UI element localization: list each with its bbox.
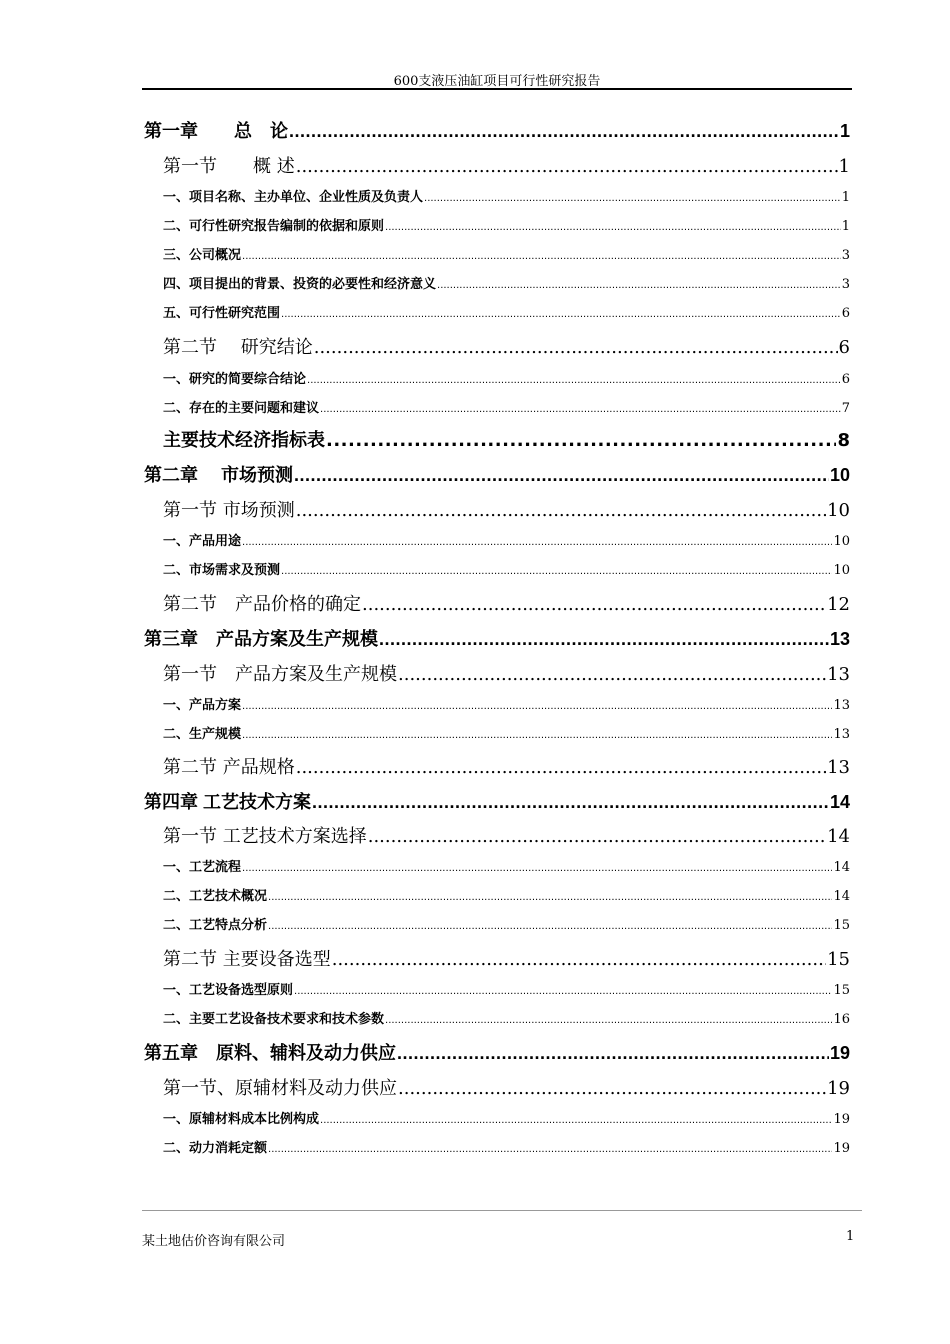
toc-entry-page-number: 14 [833,889,850,903]
toc-entry[interactable] [163,660,850,684]
toc-entry-page-number: 1 [841,219,850,233]
toc-entry[interactable] [163,979,850,997]
toc-entry-title: 一、工艺流程 [163,860,242,874]
toc-dot-leader [368,826,826,846]
toc-entry-title: 二、工艺技术概况 [163,889,268,903]
toc-entry-title: 一、产品用途 [163,534,242,548]
toc-dot-leader [294,986,832,997]
toc-entry-page-number: 15 [833,983,850,997]
toc-entry[interactable] [144,117,850,141]
toc-dot-leader [437,280,841,291]
toc-entry-title: 第五章 原料、辅料及动力供应 [144,1043,396,1063]
footer-divider [142,1210,862,1211]
toc-dot-leader [326,430,836,450]
toc-entry-title: 一、产品方案 [163,698,242,712]
toc-entry-page-number: 8 [837,430,850,450]
toc-entry[interactable] [163,753,850,777]
toc-entry-page-number: 14 [833,860,850,874]
toc-dot-leader [296,500,826,520]
toc-entry-page-number: 6 [841,372,850,386]
toc-entry[interactable] [163,397,850,415]
toc-entry[interactable] [163,694,850,712]
toc-entry-title: 一、项目名称、主办单位、企业性质及负责人 [163,190,424,204]
toc-entry-page-number: 19 [829,1043,850,1063]
toc-entry[interactable] [163,559,850,577]
footer-page-number: 1 [846,1229,855,1244]
toc-entry-title: 二、市场需求及预测 [163,563,281,577]
toc-entry-page-number: 6 [838,337,850,357]
toc-dot-leader [268,892,832,903]
toc-entry[interactable] [144,788,850,812]
toc-entry[interactable] [163,496,850,520]
toc-entry-title: 三、公司概况 [163,248,242,262]
toc-entry-page-number: 1 [839,121,850,141]
toc-entry-title: 一、研究的简要综合结论 [163,372,307,386]
toc-dot-leader [294,465,829,485]
toc-dot-leader [242,863,832,874]
toc-entry-page-number: 13 [833,727,850,741]
toc-entry-page-number: 14 [827,826,850,846]
toc-entry-title: 第一节 产品方案及生产规模 [163,664,397,684]
toc-dot-leader [312,792,829,812]
toc-entry[interactable] [163,302,850,320]
toc-entry-title: 二、动力消耗定额 [163,1141,268,1155]
toc-entry[interactable] [163,426,850,450]
toc-entry[interactable] [163,1008,850,1026]
toc-entry[interactable] [163,723,850,741]
toc-entry-title: 第四章 工艺技术方案 [144,792,312,812]
toc-entry-page-number: 6 [841,306,850,320]
toc-entry-page-number: 7 [841,401,850,415]
toc-entry-title: 第二节 研究结论 [163,337,313,357]
toc-dot-leader [320,1115,832,1126]
toc-dot-leader [397,1043,829,1063]
toc-dot-leader [314,337,838,357]
toc-entry-page-number: 13 [833,698,850,712]
toc-entry-page-number: 10 [829,465,850,485]
toc-entry-page-number: 16 [833,1012,850,1026]
toc-entry-page-number: 1 [838,156,850,176]
toc-dot-leader [268,1144,832,1155]
toc-dot-leader [242,701,832,712]
toc-entry-page-number: 15 [833,918,850,932]
toc-entry[interactable] [163,914,850,932]
toc-entry-title: 第一节、原辅材料及动力供应 [163,1078,397,1098]
toc-entry-title: 二、主要工艺设备技术要求和技术参数 [163,1012,385,1026]
toc-entry-title: 第一节 工艺技术方案选择 [163,826,367,846]
toc-dot-leader [320,404,841,415]
toc-dot-leader [379,629,829,649]
toc-entry-page-number: 10 [833,563,850,577]
toc-dot-leader [281,309,841,320]
page-header-title: 600支液压油缸项目可行性研究报告 [393,74,601,89]
toc-entry-title: 第一节 概 述 [163,156,295,176]
toc-entry[interactable] [163,856,850,874]
toc-entry[interactable] [163,1137,850,1155]
toc-entry-page-number: 10 [827,500,850,520]
toc-dot-leader [362,594,826,614]
toc-dot-leader [242,537,832,548]
toc-entry-title: 第二章 市场预测 [144,465,294,485]
toc-entry-page-number: 1 [841,190,850,204]
toc-dot-leader [385,1015,832,1026]
toc-dot-leader [289,121,839,141]
footer-company-name: 某土地估价咨询有限公司 [142,1234,286,1249]
toc-entry-title: 一、工艺设备选型原则 [163,983,294,997]
toc-entry[interactable] [163,152,850,176]
toc-entry[interactable] [163,885,850,903]
toc-entry-page-number: 3 [841,248,850,262]
toc-entry[interactable] [163,333,850,357]
toc-dot-leader [268,921,832,932]
toc-dot-leader [398,664,826,684]
toc-entry-page-number: 19 [833,1141,850,1155]
toc-entry[interactable] [144,625,850,649]
toc-entry[interactable] [163,945,850,969]
toc-entry-title: 第二节 产品规格 [163,757,295,777]
toc-entry-page-number: 19 [833,1112,850,1126]
toc-entry-title: 二、存在的主要问题和建议 [163,401,320,415]
toc-entry-page-number: 15 [827,949,850,969]
toc-entry-title: 二、生产规模 [163,727,242,741]
toc-dot-leader [296,156,838,176]
toc-entry-title: 一、原辅材料成本比例构成 [163,1112,320,1126]
toc-dot-leader [307,375,841,386]
toc-entry-title: 二、工艺特点分析 [163,918,268,932]
toc-entry[interactable] [163,215,850,233]
toc-entry[interactable] [163,1108,850,1126]
toc-dot-leader [242,730,832,741]
toc-entry-title: 五、可行性研究范围 [163,306,281,320]
toc-dot-leader [332,949,826,969]
toc-dot-leader [296,757,826,777]
toc-entry-title: 第一节 市场预测 [163,500,295,520]
toc-entry[interactable] [163,1074,850,1098]
toc-entry[interactable] [163,186,850,204]
toc-entry-title: 第三章 产品方案及生产规模 [144,629,378,649]
toc-entry-page-number: 13 [827,664,850,684]
toc-entry[interactable] [163,590,850,614]
toc-entry[interactable] [163,822,850,846]
toc-entry-title: 二、可行性研究报告编制的依据和原则 [163,219,385,233]
toc-entry[interactable] [144,461,850,485]
toc-entry-page-number: 14 [829,792,850,812]
toc-entry-page-number: 13 [829,629,850,649]
toc-entry-title: 第二节 主要设备选型 [163,949,331,969]
toc-dot-leader [385,222,841,233]
toc-entry[interactable] [163,273,850,291]
toc-entry[interactable] [144,1039,850,1063]
toc-dot-leader [398,1078,826,1098]
toc-entry[interactable] [163,530,850,548]
toc-entry-title: 主要技术经济指标表 [163,430,325,450]
toc-entry-title: 四、项目提出的背景、投资的必要性和经济意义 [163,277,437,291]
toc-entry-page-number: 19 [827,1078,850,1098]
toc-entry[interactable] [163,244,850,262]
toc-entry-title: 第一章 总 论 [144,121,288,141]
toc-dot-leader [424,193,841,204]
toc-entry-page-number: 3 [841,277,850,291]
toc-entry[interactable] [163,368,850,386]
toc-dot-leader [242,251,841,262]
toc-entry-page-number: 12 [827,594,850,614]
toc-dot-leader [281,566,832,577]
toc-entry-page-number: 13 [827,757,850,777]
toc-entry-page-number: 10 [833,534,850,548]
toc-entry-title: 第二节 产品价格的确定 [163,594,361,614]
